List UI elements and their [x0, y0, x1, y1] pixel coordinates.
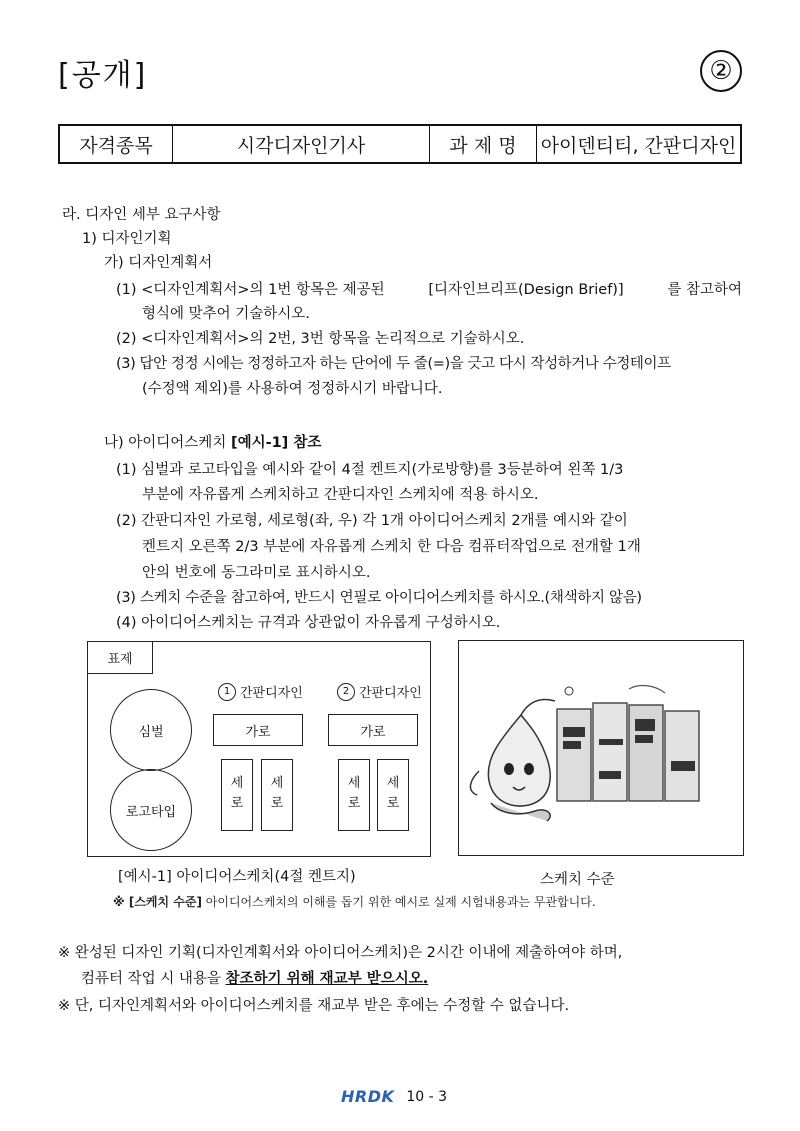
- note-line-1: ※ 완성된 디자인 기획(디자인계획서와 아이디어스케치)은 2시간 이내에 제출하여야 하며,: [58, 945, 623, 961]
- sketch-level-note-text: 아이디어스케치의 이해를 돕기 위한 예시로 실제 시험내용과는 무관합니다.: [205, 895, 596, 909]
- vertical-char-2: 로: [270, 796, 284, 811]
- sketch-level-example-image: [458, 640, 744, 856]
- value-qualification: 시각디자인기사: [173, 125, 430, 163]
- ga-item-2: (2) <디자인계획서>의 2번, 3번 항목을 논리적으로 기술하시오.: [116, 331, 525, 347]
- vertical-char-2: 로: [347, 796, 361, 811]
- title-tab: 표제: [87, 641, 153, 674]
- subsection-design-plan: 1) 디자인기획: [82, 231, 172, 247]
- vertical-char-1: 세: [230, 776, 244, 791]
- example-caption-right: 스케치 수준: [540, 872, 615, 888]
- page-number: 10 - 3: [406, 1088, 448, 1105]
- sketch-level-note: [113, 893, 596, 910]
- heading-idea-sketch-ref: [예시-1] 참조: [230, 435, 322, 451]
- vertical-char-1: 세: [386, 776, 400, 791]
- vertical-char-2: 로: [230, 796, 244, 811]
- logotype-circle: 로고타입: [110, 769, 192, 851]
- ga-item-1-tail: 를 참고하여: [667, 282, 742, 298]
- sign-design-2-title: [337, 682, 422, 701]
- symbol-circle: 심벌: [110, 689, 192, 771]
- label-task-name: 과 제 명: [430, 125, 537, 163]
- example-caption-left: [예시-1] 아이디어스케치(4절 켄트지): [118, 869, 356, 885]
- vertical-char-2: 로: [386, 796, 400, 811]
- vertical-char-1: 세: [347, 776, 361, 791]
- na-item-2-cont1: 켄트지 오른쪽 2/3 부분에 자유롭게 스케치 한 다음 컴퓨터작업으로 전개할 1개: [142, 539, 641, 555]
- label-qualification: 자격종목: [59, 125, 173, 163]
- na-item-2-cont2: 안의 번호에 동그라미로 표시하시오.: [142, 565, 371, 581]
- na-item-2: (2) 간판디자인 가로형, 세로형(좌, 우) 각 1개 아이디어스케치 2개를 예시와 같이: [116, 513, 628, 529]
- ga-item-1-text: (1) <디자인계획서>의 1번 항목은 제공된: [116, 282, 385, 298]
- info-table: [58, 124, 742, 164]
- heading-design-plan: 가) 디자인계획서: [104, 255, 213, 271]
- ga-item-1-cont: 형식에 맞추어 기술하시오.: [142, 306, 310, 322]
- sign-1-horizontal: 가로: [213, 714, 303, 746]
- ga-item-1: [116, 278, 742, 299]
- hrdk-logo: HRDK: [341, 1087, 395, 1106]
- circled-number-2: 2: [337, 683, 355, 701]
- na-item-4: (4) 아이디어스케치는 규격과 상관없이 자유롭게 구성하시오.: [116, 615, 501, 631]
- sign-2-vertical-left: [338, 759, 370, 831]
- value-task-name: 아이덴티티, 간판디자인: [537, 125, 742, 163]
- note-line-2-text: 컴퓨터 작업 시 내용을: [81, 971, 221, 987]
- ga-item-3: (3) 답안 정정 시에는 정정하고자 하는 단어에 두 줄(=)을 긋고 다시 작성하거나 수정테이프: [116, 356, 671, 372]
- sign-2-horizontal: 가로: [328, 714, 418, 746]
- sketch-level-note-label: ※ [스케치 수준]: [113, 895, 202, 909]
- sign-1-vertical-left: [221, 759, 253, 831]
- ga-item-3-cont: (수정액 제외)를 사용하여 정정하시기 바랍니다.: [142, 381, 443, 397]
- note-line-3: ※ 단, 디자인계획서와 아이디어스케치를 재교부 받은 후에는 수정할 수 없습니다.: [58, 998, 570, 1014]
- sign-design-1-label: 간판디자인: [240, 686, 303, 701]
- na-item-1: (1) 심벌과 로고타입을 예시와 같이 4절 켄트지(가로방향)를 3등분하여 왼쪽 1/3: [116, 462, 624, 478]
- heading-idea-sketch: [104, 431, 321, 452]
- page-circle-number: ②: [700, 50, 742, 92]
- na-item-3: (3) 스케치 수준을 참고하여, 반드시 연필로 아이디어스케치를 하시오.(채색하지 않음): [116, 590, 642, 606]
- ga-item-1-brief: [디자인브리프(Design Brief)]: [428, 282, 624, 298]
- note-line-2: [81, 967, 428, 988]
- document-tag: [공개]: [58, 58, 148, 93]
- sign-2-vertical-right: [377, 759, 409, 831]
- sign-design-1-title: [218, 682, 303, 701]
- note-line-2-emphasis: 참조하기 위해 재교부 받으시오.: [225, 971, 429, 987]
- pencil-sketch-illustration: [459, 641, 743, 855]
- sign-1-vertical-right: [261, 759, 293, 831]
- heading-idea-sketch-text: 나) 아이디어스케치: [104, 435, 227, 451]
- section-title: 라. 디자인 세부 요구사항: [62, 207, 221, 223]
- na-item-1-cont: 부분에 자유롭게 스케치하고 간판디자인 스케치에 적용 하시오.: [142, 487, 539, 503]
- sign-design-2-label: 간판디자인: [359, 686, 422, 701]
- footer: [341, 1087, 447, 1106]
- circled-number-1: 1: [218, 683, 236, 701]
- vertical-char-1: 세: [270, 776, 284, 791]
